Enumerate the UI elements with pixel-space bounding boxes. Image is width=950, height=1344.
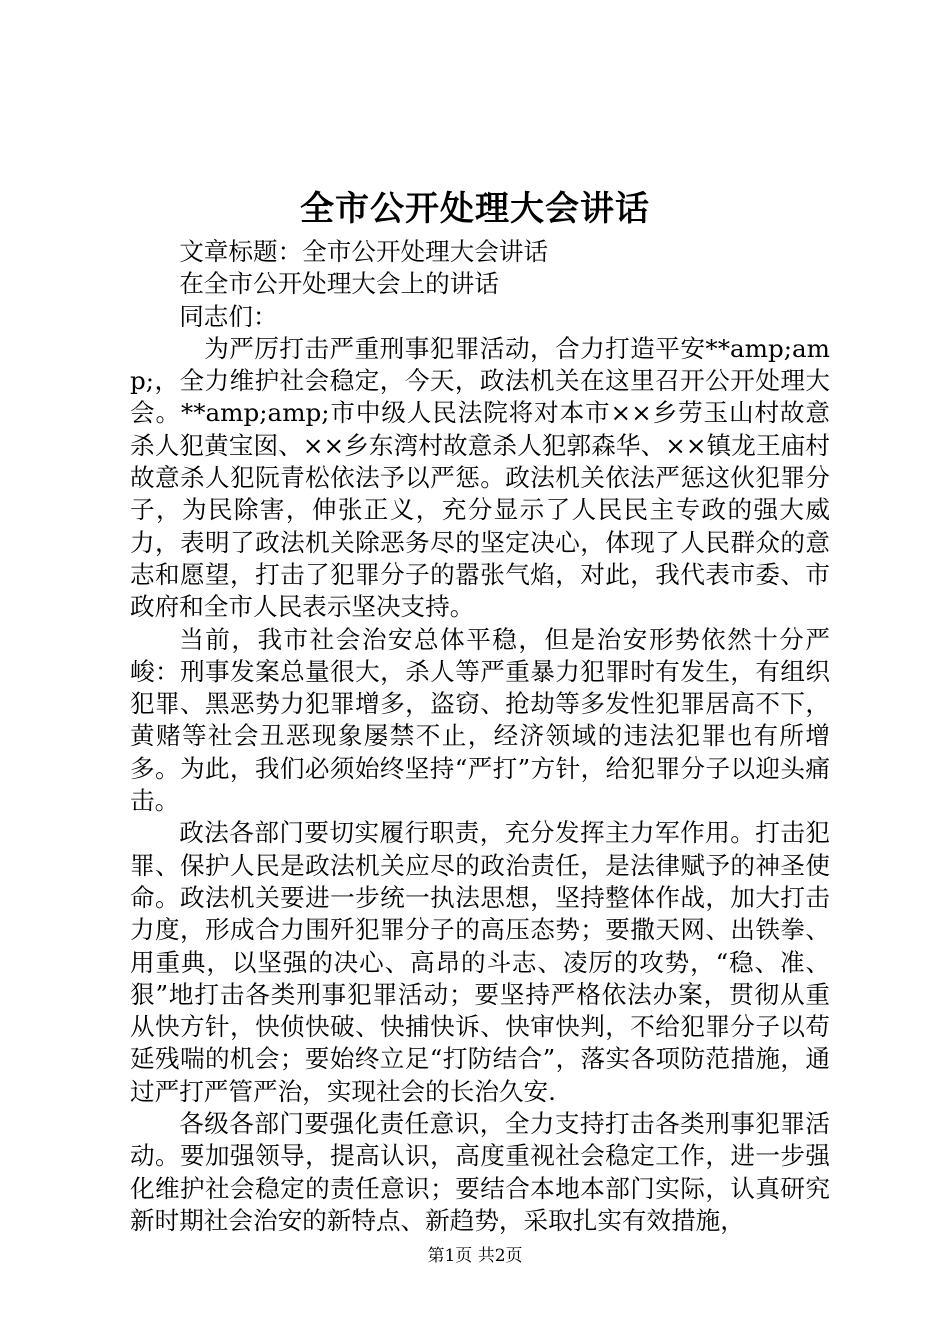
salutation: 同志们： <box>179 301 278 331</box>
page-number-footer: 第1页 共2页 <box>427 1246 523 1266</box>
speech-heading: 在全市公开处理大会上的讲话 <box>179 269 499 299</box>
body-paragraph: 政法各部门要切实履行职责，充分发挥主力军作用。打击犯罪、保护人民是政法机关应尽的政治责任，是法律赋予的神圣使命。政法机关要进一步统一执法思想，坚持整体作战，加大打击力度，形成合力围歼犯罪分子的高压态势；要撒天网、出铁拳、用重典，以坚强的决心、高昂的斗志、凌厉的攻势，“稳、准、狠”地打击各类刑事犯罪活动；要坚持严格依法办案，贯彻从重从快方针，快侦快破、快捕快诉、快审快判，不给犯罪分子以苟延残喘的机会；要始终立足“打防结合”，落实各项防范措施，通过严打严管严治，实现社会的长治久安. <box>130 818 830 1106</box>
body-paragraph: 当前，我市社会治安总体平稳，但是治安形势依然十分严峻：刑事发案总量很大，杀人等严重暴力犯罪时有发生，有组织犯罪、黑恶势力犯罪增多，盗窃、抢劫等多发性犯罪居高不下，黄赌等社会丑恶现象屡禁不止，经济领域的违法犯罪也有所增多。为此，我们必须始终坚持“严打”方针，给犯罪分子以迎头痛击。 <box>130 624 830 816</box>
article-title-line: 文章标题：全市公开处理大会讲话 <box>179 237 549 266</box>
body-paragraph: 为严厉打击严重刑事犯罪活动，合力打造平安**amp;amp;，全力维护社会稳定，今天，政法机关在这里召开公开处理大会。**amp;amp;市中级人民法院将对本市××乡劳玉山村故意杀人犯黄宝囡、××乡东湾村故意杀人犯郭森华、××镇龙王庙村故意杀人犯阮青松依法予以严惩。政法机关依法严惩这伙犯罪分子，为民除害，伸张正义，充分显示了人民民主专政的强大威力，表明了政法机关除恶务尽的坚定决心，体现了人民群众的意志和愿望，打击了犯罪分子的嚣张气焰，对此，我代表市委、市政府和全市人民表示坚决支持。 <box>130 333 830 622</box>
document-body <box>130 236 830 1237</box>
document-title: 全市公开处理大会讲话 <box>300 189 650 229</box>
body-paragraph: 各级各部门要强化责任意识，全力支持打击各类刑事犯罪活动。要加强领导，提高认识，高度重视社会稳定工作，进一步强化维护社会稳定的责任意识；要结合本地本部门实际，认真研究新时期社会治安的新特点、新趋势，采取扎实有效措施， <box>130 1109 830 1235</box>
